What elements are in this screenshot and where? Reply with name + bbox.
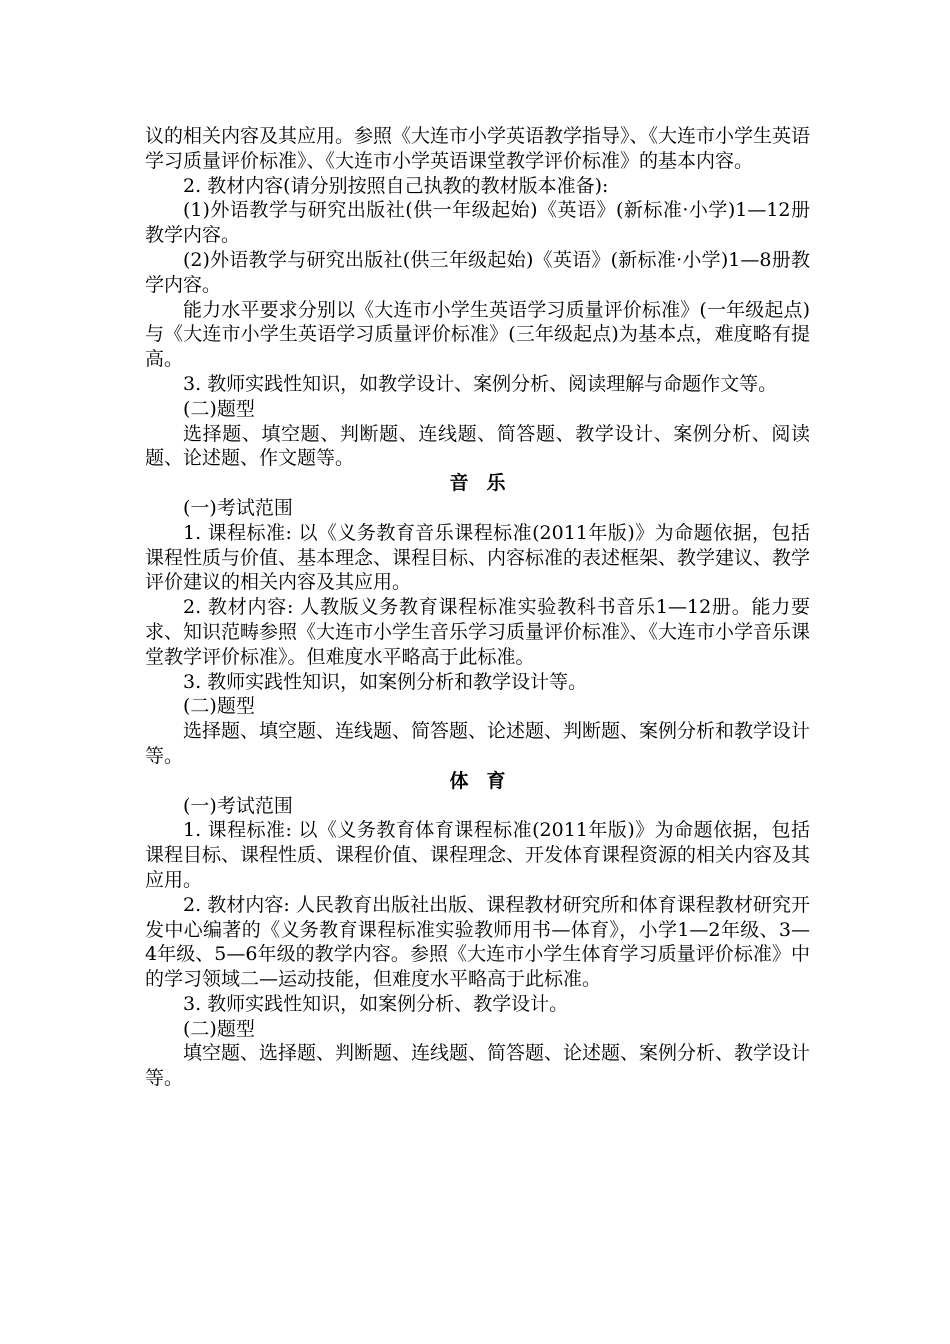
section-heading: 音乐 [449,472,524,495]
body-paragraph: (二)题型 [183,397,255,420]
body-paragraph: (二)题型 [183,1017,255,1040]
body-paragraph: 议的相关内容及其应用。参照《大连市小学英语教学指导》、《大连市小学生英语学习质量评价标准》、《大连市小学英语课堂教学评价标准》的基本内容。 [145,125,811,172]
body-paragraph: (一)考试范围 [183,794,293,817]
body-paragraph: 选择题、填空题、判断题、连线题、简答题、教学设计、案例分析、阅读题、论述题、作文题等。 [145,422,810,470]
body-paragraph: 2. 教材内容(请分别按照自己执教的教材版本准备): [183,174,609,197]
body-paragraph: (2)外语教学与研究出版社(供三年级起始)《英语》(新标准·小学)1—8册教学内容。 [145,248,810,296]
body-paragraph: 2. 教材内容: 人教版义务教育课程标准实验教科书音乐1—12册。能力要求、知识范畴参照《大连市小学生音乐学习质量评价标准》、《大连市小学音乐课堂教学评价标准》。但难度水平略高于此标准。 [145,596,811,668]
body-paragraph: 1. 课程标准: 以《义务教育体育课程标准(2011年版)》为命题依据，包括课程目标、课程性质、课程价值、课程理念、开发体育课程资源的相关内容及其应用。 [145,819,811,891]
document-page [145,124,810,1091]
body-paragraph: 选择题、填空题、连线题、简答题、论述题、判断题、案例分析和教学设计等。 [145,720,811,767]
body-paragraph: (二)题型 [183,695,255,718]
body-paragraph: (1)外语教学与研究出版社(供一年级起始)《英语》(新标准·小学)1—12册教学内容。 [145,199,810,247]
section-heading: 体育 [449,769,524,792]
body-paragraph: 能力水平要求分别以《大连市小学生英语学习质量评价标准》(一年级起点)与《大连市小学生英语学习质量评价标准》(三年级起点)为基本点，难度略有提高。 [145,298,810,371]
body-paragraph: 填空题、选择题、判断题、连线题、简答题、论述题、案例分析、教学设计等。 [145,1042,811,1090]
body-paragraph: 3. 教师实践性知识，如案例分析和教学设计等。 [183,670,588,693]
body-paragraph: 2. 教材内容: 人民教育出版社出版、课程教材研究所和体育课程教材研究开发中心编著的《义务教育课程标准实验教师用书—体育》，小学1—2年级、3—4年级、5—6年级的教学内容。参照《大连市小学生体育学习质量评价标准》中的学习领域二—运动技能，但难度水平略高于此标准。 [145,893,810,991]
body-paragraph: 3. 教师实践性知识，如案例分析、教学设计。 [183,992,569,1015]
body-paragraph: (一)考试范围 [183,496,293,519]
body-paragraph: 3. 教师实践性知识，如教学设计、案例分析、阅读理解与命题作文等。 [183,372,778,395]
body-paragraph: 1. 课程标准: 以《义务教育音乐课程标准(2011年版)》为命题依据，包括课程性质与价值、基本理念、课程目标、内容标准的表述框架、教学建议、教学评价建议的相关内容及其应用。 [145,521,811,594]
